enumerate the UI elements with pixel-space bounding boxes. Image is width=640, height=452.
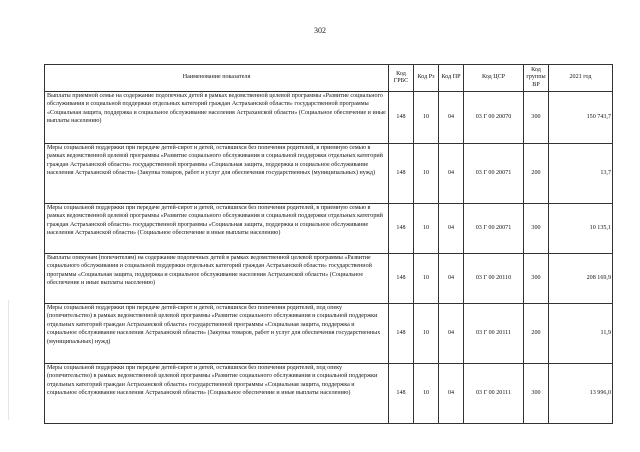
row-vr: 300 bbox=[524, 364, 549, 424]
row-pr: 04 bbox=[439, 92, 464, 144]
table-row bbox=[45, 92, 613, 144]
row-amount: 208 169,9 bbox=[549, 254, 613, 304]
table-row bbox=[45, 144, 613, 204]
table-header-row bbox=[45, 65, 613, 92]
header-rz: Код Рз bbox=[414, 65, 439, 92]
row-pr: 04 bbox=[439, 304, 464, 364]
row-amount: 150 743,7 bbox=[549, 92, 613, 144]
row-name: Меры социальной поддержки при передаче детей-сирот и детей, оставшихся без попечения родителей, под опеку (попечительство) в рамках ведомственной целевой программы «Развитие социального обслуживания и социальной поддержки отдельных категорий граждан Астраханской области» государственной программы «Социальная защита, поддержка и социальное обслуживание населения Астраханской области» (Закупка товаров, работ и услуг для обеспечения государственных (муниципальных) нужд) bbox=[45, 304, 389, 364]
row-rz: 10 bbox=[414, 254, 439, 304]
budget-table bbox=[44, 64, 613, 424]
row-name: Меры социальной поддержки при передаче детей-сирот и детей, оставшихся без попечения родителей, в приемную семью в рамках ведомственной целевой программы «Развитие социального обслуживания и социальной поддержки отдельных категорий граждан Астраханской области» государственной программы «Социальная защита, поддержка и социальное обслуживание населения Астраханской области» (Закупка товаров, работ и услуг для обеспечения государственных (муниципальных) нужд) bbox=[45, 144, 389, 204]
row-vr: 300 bbox=[524, 92, 549, 144]
row-vr: 300 bbox=[524, 254, 549, 304]
row-grbs: 148 bbox=[389, 204, 414, 254]
row-csr: 03 Г 00 20071 bbox=[464, 144, 524, 204]
row-pr: 04 bbox=[439, 204, 464, 254]
table-row bbox=[45, 204, 613, 254]
row-csr: 03 Г 00 20111 bbox=[464, 304, 524, 364]
page-number: 302 bbox=[314, 26, 326, 35]
row-amount: 10 135,1 bbox=[549, 204, 613, 254]
row-pr: 04 bbox=[439, 144, 464, 204]
row-rz: 10 bbox=[414, 364, 439, 424]
row-csr: 03 Г 00 20110 bbox=[464, 254, 524, 304]
row-name: Выплаты приемной семье на содержание подопечных детей в рамках ведомственной целевой программы «Развитие социального обслуживания и социальной поддержки отдельных категорий граждан Астраханской области» государственной программы «Социальная защита, поддержка и социальное обслуживание населения Астраханской области» (Социальное обеспечение и иные выплаты населению) bbox=[45, 92, 389, 144]
table-row bbox=[45, 364, 613, 424]
row-rz: 10 bbox=[414, 204, 439, 254]
header-vr: Код группы ВР bbox=[524, 65, 549, 92]
row-grbs: 148 bbox=[389, 254, 414, 304]
row-csr: 03 Г 00 20071 bbox=[464, 204, 524, 254]
row-name: Выплаты опекунам (попечителям) на содержание подопечных детей в рамках ведомственной целевой программы «Развитие социального обслуживания и социальной поддержки отдельных категорий граждан Астраханской области» государственной программы «Социальная защита, поддержка и социальное обслуживание населения Астраханской области» (Социальное обеспечение и иные выплаты населению) bbox=[45, 254, 389, 304]
header-name: Наименование показателя bbox=[45, 65, 389, 92]
row-grbs: 148 bbox=[389, 92, 414, 144]
row-grbs: 148 bbox=[389, 144, 414, 204]
header-year: 2021 год bbox=[549, 65, 613, 92]
row-rz: 10 bbox=[414, 304, 439, 364]
header-pr: Код ПР bbox=[439, 65, 464, 92]
row-name: Меры социальной поддержки при передаче детей-сирот и детей, оставшихся без попечения родителей, под опеку (попечительство) в рамках ведомственной целевой программы «Развитие социального обслуживания и социальной поддержки отдельных категорий граждан Астраханской области» государственной программы «Социальная защита, поддержка и социальное обслуживание населения Астраханской области» (Социальное обеспечение и иные выплаты населению) bbox=[45, 364, 389, 424]
row-amount: 13,7 bbox=[549, 144, 613, 204]
row-name: Меры социальной поддержки при передаче детей-сирот и детей, оставшихся без попечения родителей, в приемную семью в рамках ведомственной целевой программы «Развитие социального обслуживания и социальной поддержки отдельных категорий граждан Астраханской области» государственной программы «Социальная защита, поддержка и социальное обслуживание населения Астраханской области» (Социальное обеспечение и иные выплаты населению) bbox=[45, 204, 389, 254]
row-grbs: 148 bbox=[389, 364, 414, 424]
row-amount: 11,9 bbox=[549, 304, 613, 364]
row-csr: 03 Г 00 20111 bbox=[464, 364, 524, 424]
header-grbs: Код ГРБС bbox=[389, 65, 414, 92]
row-csr: 03 Г 00 20070 bbox=[464, 92, 524, 144]
row-pr: 04 bbox=[439, 364, 464, 424]
row-vr: 200 bbox=[524, 144, 549, 204]
row-rz: 10 bbox=[414, 144, 439, 204]
scan-edge-mark bbox=[8, 300, 9, 420]
row-vr: 300 bbox=[524, 204, 549, 254]
row-grbs: 148 bbox=[389, 304, 414, 364]
row-pr: 04 bbox=[439, 254, 464, 304]
row-vr: 200 bbox=[524, 304, 549, 364]
row-rz: 10 bbox=[414, 92, 439, 144]
table-row bbox=[45, 254, 613, 304]
header-csr: Код ЦСР bbox=[464, 65, 524, 92]
row-amount: 13 996,0 bbox=[549, 364, 613, 424]
table-row bbox=[45, 304, 613, 364]
